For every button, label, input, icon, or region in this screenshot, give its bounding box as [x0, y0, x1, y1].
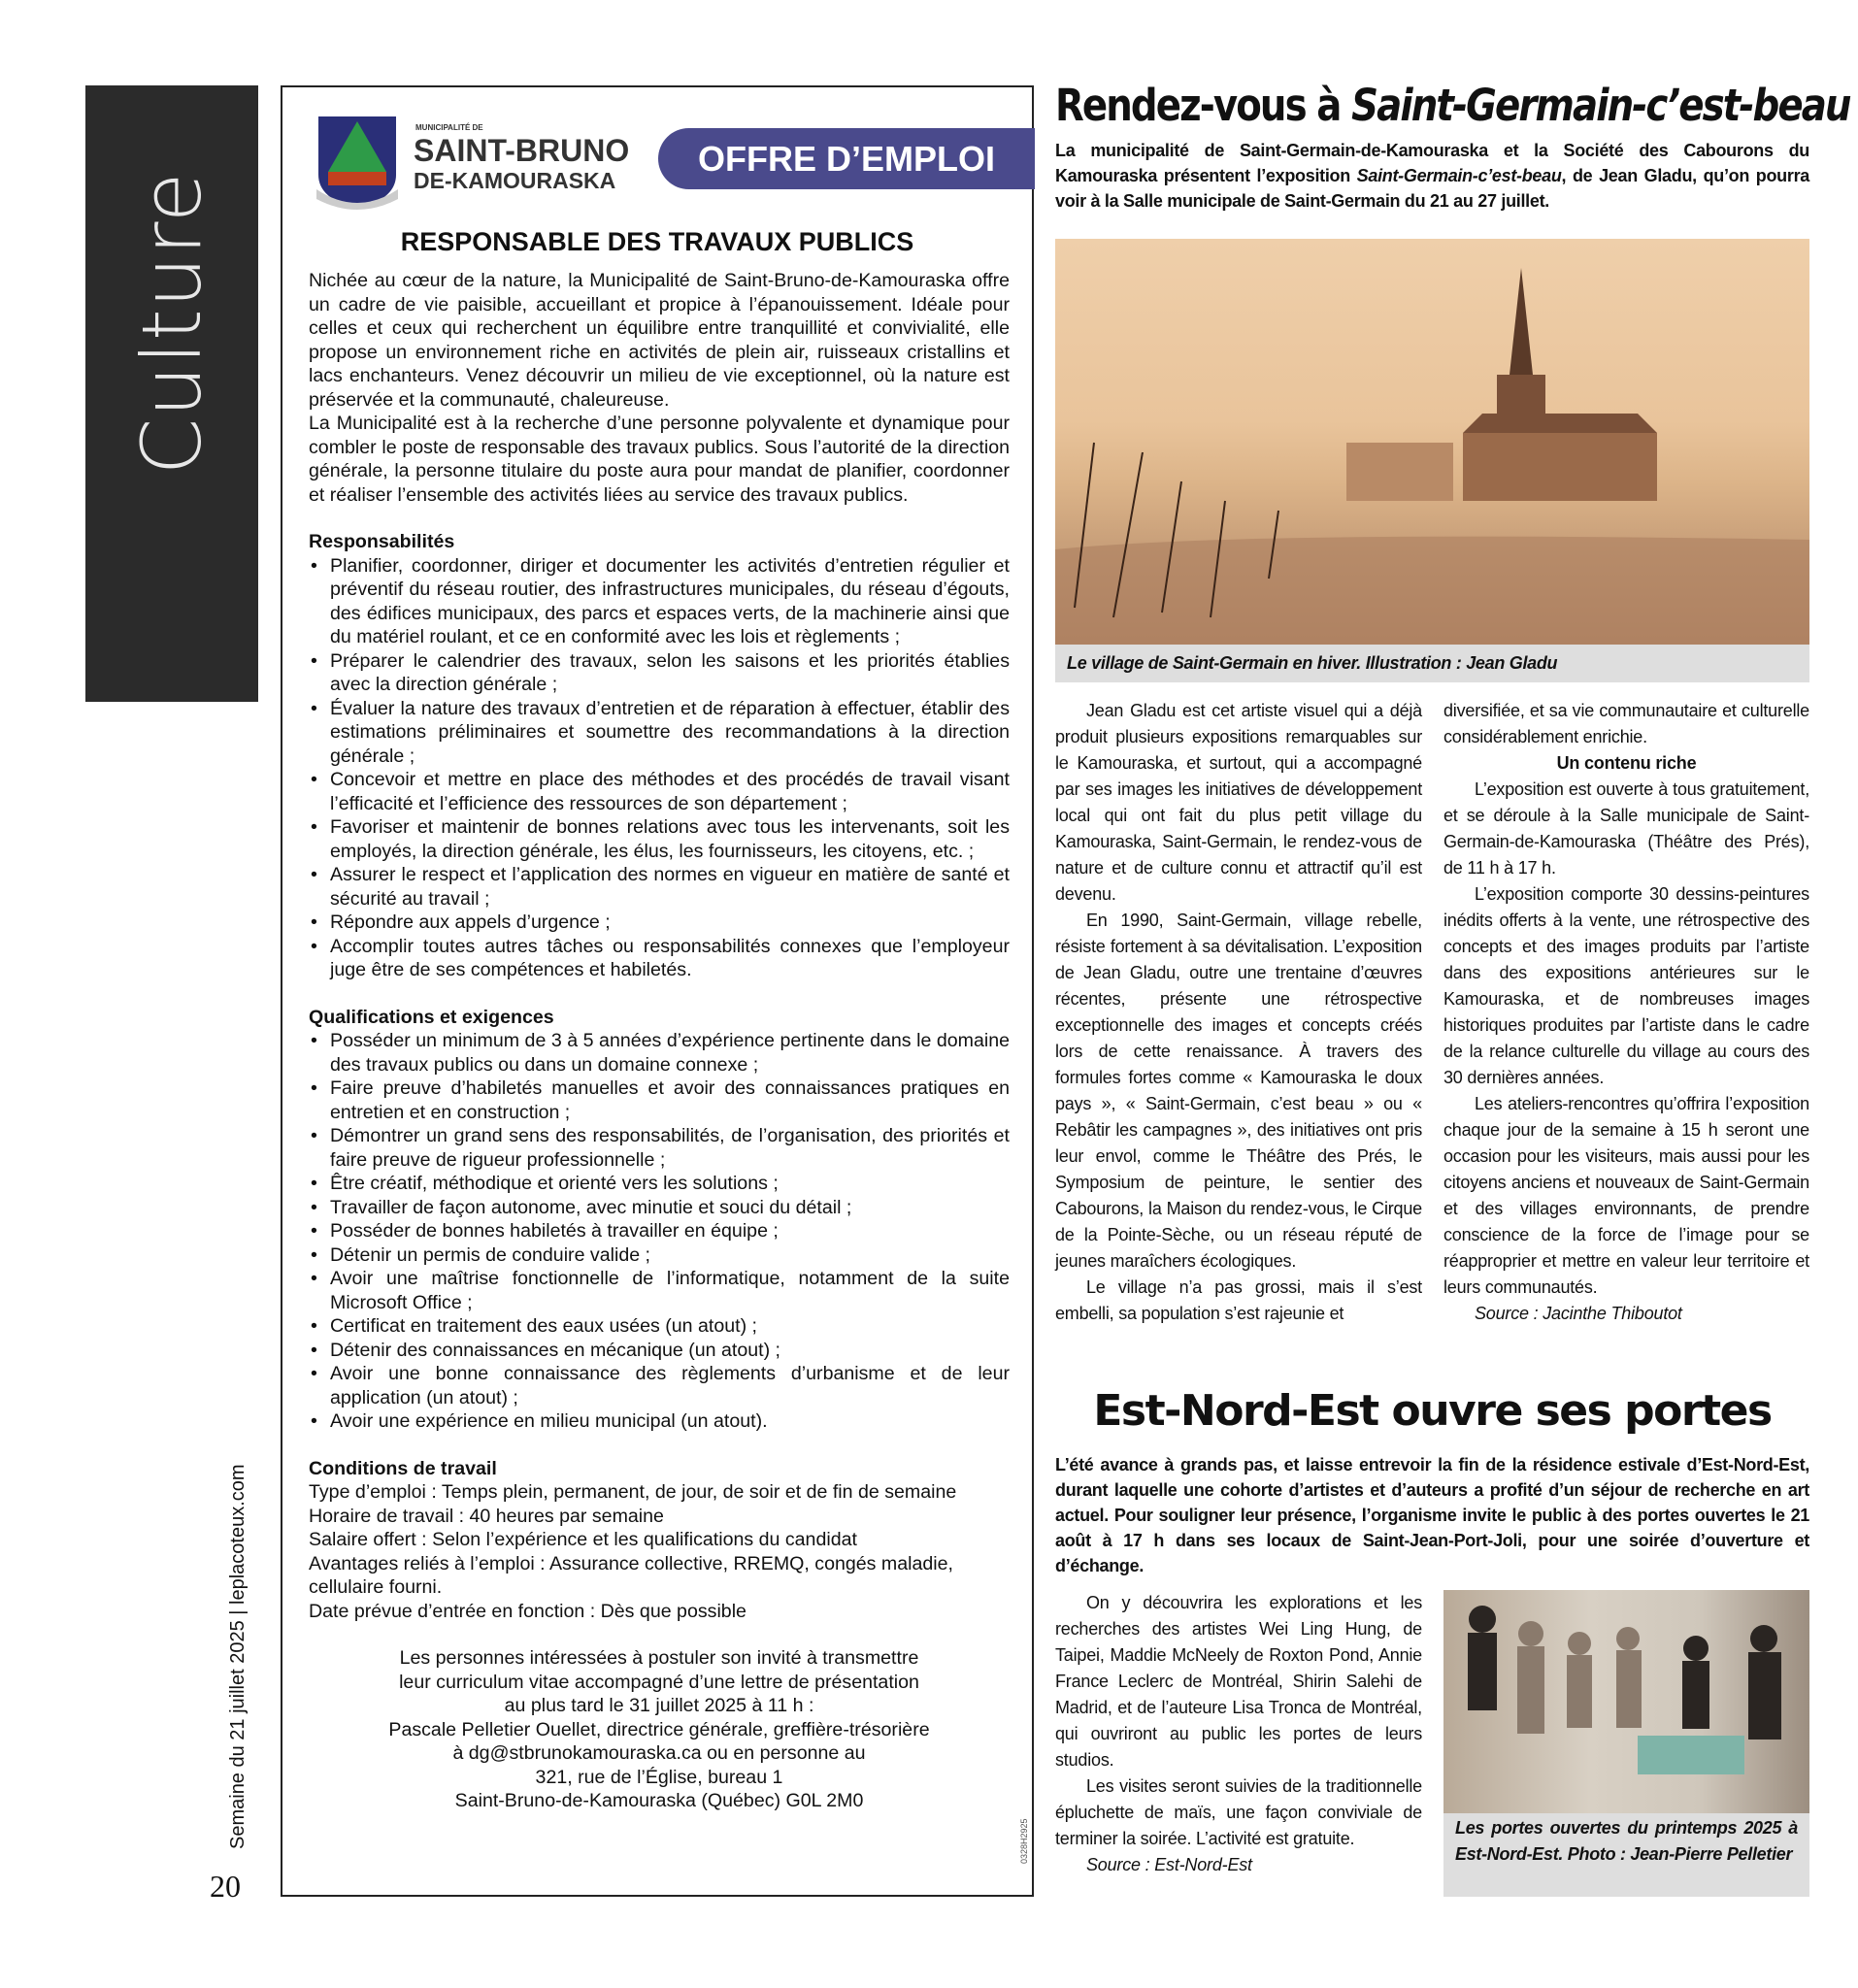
paragraph: On y découvrira les explorations et les recherches des artistes Wei Ling Hung, de Taipei, Maddie McNeely de Roxton Pond, Annie France Leclerc de Montréal, Shirin Salehi de Madrid, et de l’auteure Lisa Tronca de Montréal, qui ouvriront au public les portes de leurs studios. [1055, 1593, 1422, 1770]
issue-date: Semaine du 21 juillet 2025 | leplacoteux.com [227, 1464, 249, 1849]
list-item: • Travailler de façon autonome, avec minutie et souci du détail ; [309, 1196, 1010, 1220]
list-item: • Évaluer la nature des travaux d’entretien et de réparation à effectuer, établir des estimations préliminaires et soumettre des recommandations à la direction générale ; [309, 697, 1010, 769]
article-title: Est-Nord-Est ouvre ses portes [1093, 1386, 1772, 1436]
contact-line: au plus tard le 31 juillet 2025 à 11 h : [504, 1695, 814, 1716]
contact-line[interactable]: à dg@stbrunokamouraska.ca ou en personne au [452, 1742, 866, 1764]
list-item: • Avoir une maîtrise fonctionnelle de l’informatique, notamment de la suite Microsoft Office ; [309, 1267, 1010, 1314]
article-source: Source : Est-Nord-Est [1086, 1855, 1252, 1874]
list-item: • Faire preuve d’habiletés manuelles et avoir des connaissances pratiques en entretien et en construction ; [309, 1077, 1010, 1124]
list-item: • Être créatif, méthodique et orienté vers les solutions ; [309, 1172, 1010, 1196]
image-caption: Le village de Saint-Germain en hiver. Illustration : Jean Gladu [1055, 645, 1809, 682]
coat-of-arms-icon [309, 112, 406, 214]
paragraph: En 1990, Saint-Germain, village rebelle, résiste fortement à sa dévitalisation. L’exposition de Jean Gladu, outre une trentaine d’œuvres récentes, présente une rétrospective exceptionnelle des images et concepts créés lors de cette renaissance. À travers des formules fortes comme « Kamouraska le doux pays », « Saint-Germain, c’est beau » ou « Rebâtir les campagnes », des initiatives ont pris leur envol, comme le Théâtre des Prés, le Symposium de peinture, le sentier des Cabourons, la Maison du rendez-vous, le Cirque de la Pointe-Sèche, ou un réseau réputé de jeunes maraîchers écologiques. [1055, 911, 1422, 1271]
subheading: Un contenu riche [1556, 753, 1697, 773]
list-item: • Planifier, coordonner, diriger et documenter les activités d’entretien régulier et préventif du réseau routier, des infrastructures municipales, du réseau d’égouts, des édifices municipaux, des parcs et espaces verts, de la machinerie ainsi que du matériel roulant, et ce en conformité avec les lois et règlements ; [309, 554, 1010, 649]
list-item: • Préparer le calendrier des travaux, selon les saisons et les priorités établies avec la direction générale ; [309, 649, 1010, 697]
ad-code: 0328H2925 [1019, 1818, 1029, 1864]
list-item: • Posséder un minimum de 3 à 5 années d’expérience pertinente dans le domaine des travaux publics ou dans un domaine connexe ; [309, 1029, 1010, 1077]
logo-small-text: MUNICIPALITÉ DE [415, 123, 483, 132]
qualifications-list [309, 1029, 1010, 1434]
list-item: • Favoriser et maintenir de bonnes relations avec tous les intervenants, soit les employés, la direction générale, les élus, les fournisseurs, les citoyens, etc. ; [309, 815, 1010, 863]
responsibilities-heading: Responsabilités [309, 531, 455, 552]
village-illustration [1055, 239, 1809, 645]
list-item: • Démontrer un grand sens des responsabilités, de l’organisation, des priorités et faire preuve de rigueur professionnelle ; [309, 1124, 1010, 1172]
contact-line: leur curriculum vitae accompagné d’une lettre de présentation [399, 1671, 919, 1693]
condition-line: Avantages reliés à l’emploi : Assurance collective, RREMQ, congés maladie, cellulaire fourni. [309, 1552, 953, 1598]
list-item: • Certificat en traitement des eaux usées (un atout) ; [309, 1314, 1010, 1339]
intro-paragraph: Nichée au cœur de la nature, la Municipalité de Saint-Bruno-de-Kamouraska offre un cadre de vie paisible, accueillant et propice à l’épanouissement. Idéale pour celles et ceux qui recherchent un équilibre entre tranquillité et convivialité, elle propose un environnement riche en activités de plein air, ruisseaux cristallins et lacs enchanteurs. Venez découvrir un milieu de vie exceptionnel, où la nature est préservée et la communauté, chaleureuse. [309, 270, 1010, 411]
condition-line: Type d’emploi : Temps plein, permanent, de jour, de soir et de fin de semaine [309, 1481, 957, 1503]
article-title: Rendez-vous à Saint-Germain-c’est-beau [1055, 80, 1850, 131]
article-lead: L’été avance à grands pas, et laisse entrevoir la fin de la résidence estivale d’Est-Nord-Est, durant laquelle une cohorte d’artistes et d’auteurs a profité d’un séjour de recherche en art actuel. Pour souligner leur présence, l’organisme invite le public à des portes ouvertes le 21 août à 17 h dans ses locaux de Saint-Jean-Port-Joli, pour une soirée d’ouverture et d’échange. [1055, 1455, 1809, 1575]
open-house-photo [1443, 1590, 1809, 1813]
list-item: • Concevoir et mettre en place des méthodes et des procédés de travail visant l’efficacité et l’efficience des ressources de son département ; [309, 768, 1010, 815]
paragraph: Les ateliers-rencontres qu’offrira l’exposition chaque jour de la semaine à 15 h seront une occasion pour les visiteurs, mais aussi pour les citoyens anciens et nouveaux de Saint-Germain et des villages environnants, de prendre conscience de la force de l’image pour se réapproprier et mettre en valeur leur territoire et leurs communautés. [1443, 1094, 1809, 1297]
article-body [1055, 1590, 1422, 1878]
section-title: Culture [124, 171, 219, 476]
paragraph: Jean Gladu est cet artiste visuel qui a déjà produit plusieurs expositions remarquables sur le Kamouraska, et surtout, qui a accompagné par ses images les initiatives de développement local qui ont fait du plus petit village du Kamouraska, Saint-Germain, le rendez-vous de nature et de culture connu et attractif qu’il est devenu. [1055, 701, 1422, 904]
qualifications-heading: Qualifications et exigences [309, 1006, 554, 1028]
municipality-logo [309, 112, 639, 214]
intro-paragraph: La Municipalité est à la recherche d’une personne polyvalente et dynamique pour combler le poste de responsable des travaux publics. Sous l’autorité de la direction générale, la personne titulaire du poste aura pour mandat de planifier, coordonner et réaliser l’ensemble des activités liées au service des travaux publics. [309, 413, 1010, 506]
article-source: Source : Jacinthe Thiboutot [1475, 1304, 1682, 1323]
responsibilities-list [309, 554, 1010, 982]
contact-info [309, 1646, 1010, 1813]
paragraph: Le village n’a pas grossi, mais il s’est embelli, sa population s’est rajeunie et [1055, 1277, 1422, 1323]
article-column-2 [1443, 698, 1809, 1327]
contact-line: Pascale Pelletier Ouellet, directrice générale, greffière-trésorière [388, 1718, 930, 1740]
list-item: • Répondre aux appels d’urgence ; [309, 911, 1010, 935]
article-lead: La municipalité de Saint-Germain-de-Kamouraska et la Société des Cabourons du Kamouraska présentent l’exposition Saint-Germain-c’est-beau, de Jean Gladu, qu’on pourra voir à la Salle municipale de Saint-Germain du 21 au 27 juillet. [1055, 141, 1809, 211]
list-item: • Posséder de bonnes habiletés à travailler en équipe ; [309, 1219, 1010, 1243]
contact-line: Les personnes intéressées à postuler son invité à transmettre [399, 1647, 919, 1669]
list-item: • Détenir des connaissances en mécanique (un atout) ; [309, 1339, 1010, 1363]
page-number: 20 [210, 1869, 241, 1904]
paragraph: L’exposition est ouverte à tous gratuitement, et se déroule à la Salle municipale de Saint-Germain-de-Kamouraska (Théâtre des Prés), de 11 h à 17 h. [1443, 779, 1809, 878]
job-offer-banner: OFFRE D’EMPLOI [658, 128, 1035, 189]
contact-line: 321, rue de l’Église, bureau 1 [535, 1766, 783, 1788]
church-sketch-icon [1055, 239, 1809, 645]
section-banner [85, 85, 258, 702]
paragraph: Les visites seront suivies de la traditionnelle épluchette de maïs, une façon conviviale de terminer la soirée. L’activité est gratuite. [1055, 1776, 1422, 1848]
condition-line: Date prévue d’entrée en fonction : Dès que possible [309, 1600, 747, 1622]
article-column-1 [1055, 698, 1422, 1327]
people-photo-icon [1443, 1590, 1809, 1813]
logo-line2: DE-KAMOURASKA [414, 168, 616, 193]
list-item: • Accomplir toutes autres tâches ou responsabilités connexes que l’employeur juge être de ses compétences et habiletés. [309, 935, 1010, 982]
job-ad-body [309, 269, 1010, 1813]
paragraph: L’exposition comporte 30 dessins-peintures inédits offerts à la vente, une rétrospective des concepts et des images produits par l’artiste dans des expositions antérieures sur le Kamouraska, et de nombreuses images historiques produites par l’artiste dans le cadre de la relance culturelle du village au cours des 30 dernières années. [1443, 884, 1809, 1087]
conditions-heading: Conditions de travail [309, 1457, 497, 1479]
conditions-list [309, 1480, 1010, 1623]
list-item: • Détenir un permis de conduire valide ; [309, 1243, 1010, 1268]
list-item: • Assurer le respect et l’application des normes en vigueur en matière de santé et sécurité au travail ; [309, 863, 1010, 911]
list-item: • Avoir une expérience en milieu municipal (un atout). [309, 1409, 1010, 1434]
list-item: • Avoir une bonne connaissance des règlements d’urbanisme et de leur application (un atout) ; [309, 1362, 1010, 1409]
logo-line1: SAINT-BRUNO [414, 133, 630, 168]
photo-caption: Les portes ouvertes du printemps 2025 à Est-Nord-Est. Photo : Jean-Pierre Pelletier [1443, 1813, 1809, 1897]
paragraph: diversifiée, et sa vie communautaire et culturelle considérablement enrichie. [1443, 701, 1809, 746]
contact-line: Saint-Bruno-de-Kamouraska (Québec) G0L 2M0 [454, 1790, 864, 1811]
condition-line: Salaire offert : Selon l’expérience et les qualifications du candidat [309, 1529, 857, 1550]
job-title: RESPONSABLE DES TRAVAUX PUBLICS [400, 227, 914, 256]
condition-line: Horaire de travail : 40 heures par semaine [309, 1505, 664, 1527]
